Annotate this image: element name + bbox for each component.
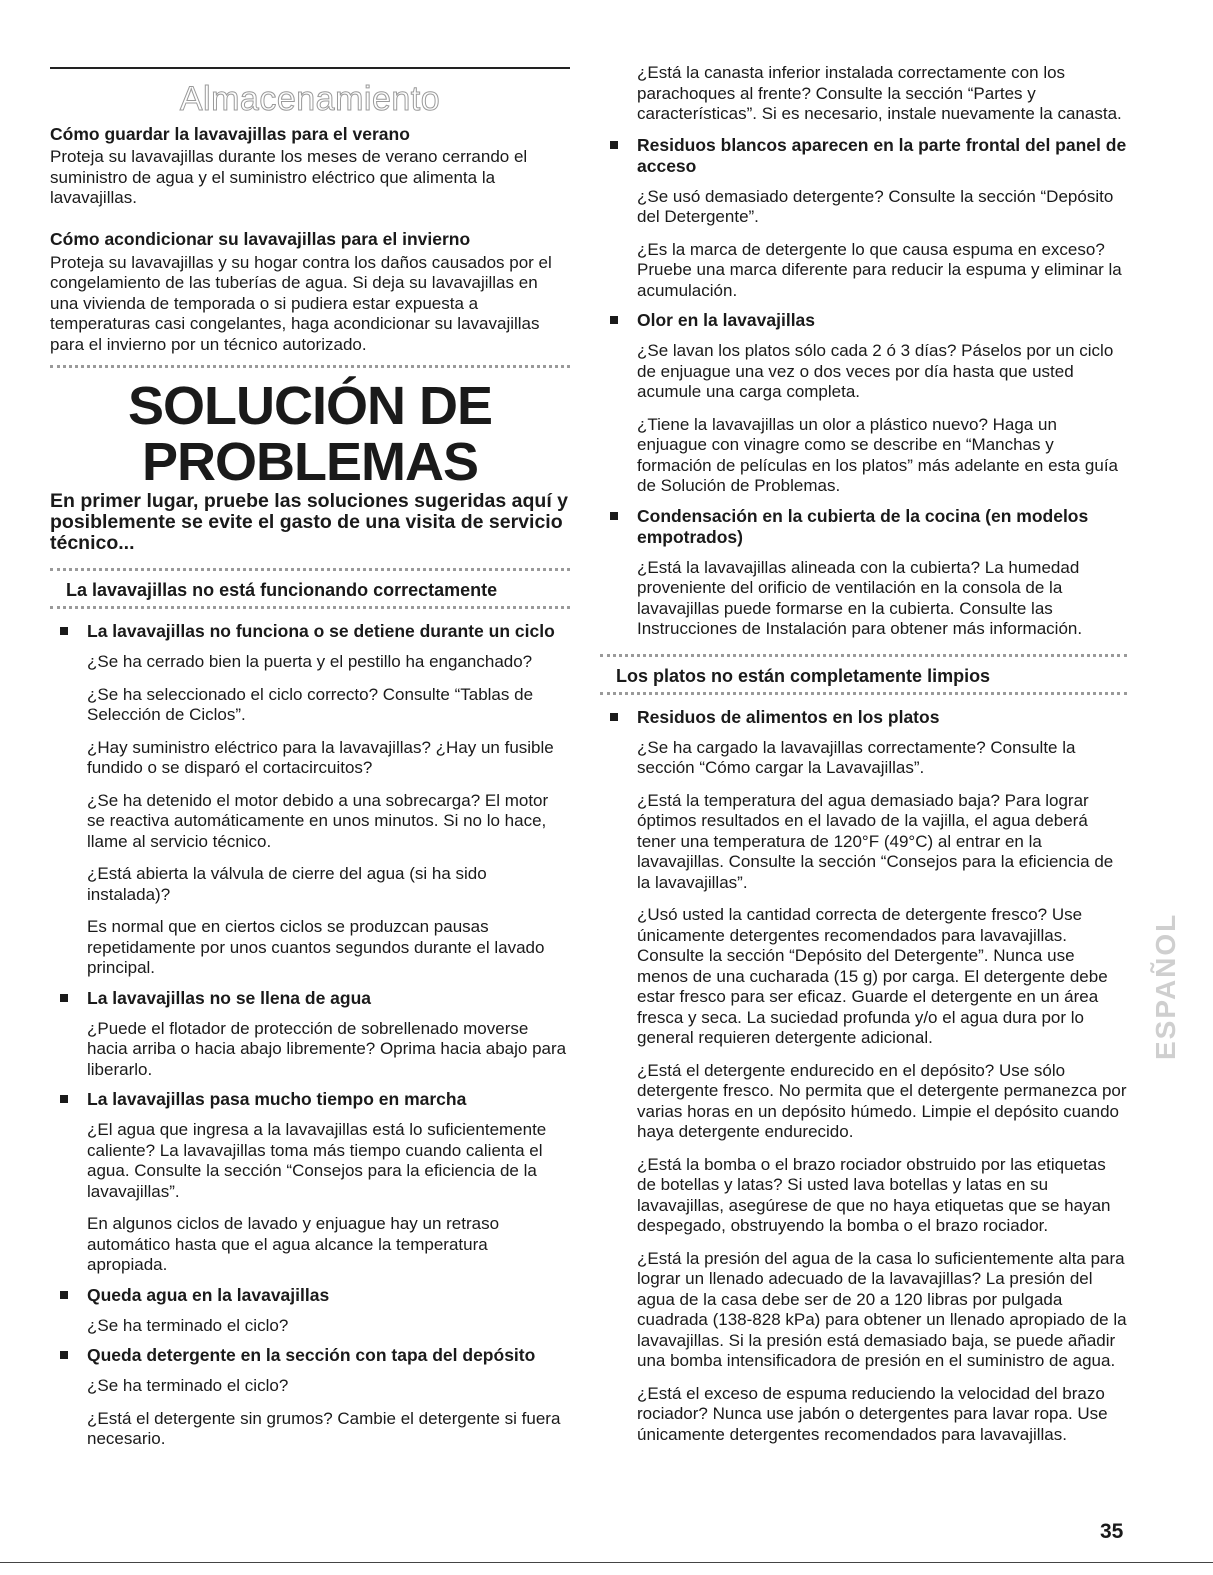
list-item	[50, 988, 570, 1081]
item-answer: ¿Está la canasta inferior instalada correctamente con los parachoques al frente? Consulte la sección “Partes y características”. Si es necesario, instale nuevamente la canasta.	[637, 63, 1122, 123]
section-rule-top	[600, 654, 1127, 657]
item-answer: ¿Se ha terminado el ciclo?	[87, 1376, 289, 1395]
item-answer: ¿Está la presión del agua de la casa lo suficientemente alta para lograr un llenado adecuado de la lavavajillas? La presión del agua de la casa debe ser de 20 a 120 libras por pulgada cuadrada (138-828 kPa) para obtener un llenado apropiado de la lavavajillas. Si la presión está demasiado baja, se puede añadir una bomba intensificadora de presión en el suministro de agua.	[637, 1248, 1127, 1370]
item-answer: ¿Está la bomba o el brazo rociador obstruido por las etiquetas de botellas y latas? Si usted lava botellas y latas en su lavavajillas, asegúrese de que no haya etiquetas que se hayan despegado, obstruyendo la bomba o el brazo rociador.	[637, 1154, 1111, 1235]
storage-title: Almacenamiento	[179, 80, 441, 118]
item-title: Residuos blancos aparecen en la parte frontal del panel de acceso	[637, 134, 1127, 176]
bullet-icon	[60, 1291, 68, 1299]
item-answer: ¿Se lavan los platos sólo cada 2 ó 3 días? Páselos por un ciclo de enjuague una vez o dos veces por día hasta que usted acumule una carga completa.	[637, 341, 1114, 401]
bullet-icon	[610, 141, 618, 149]
section-rule-bottom	[50, 606, 570, 609]
item-answer: ¿Está el detergente endurecido en el depósito? Use sólo detergente fresco. No permita que el detergente permanezca por varias horas en un depósito húmedo. Limpie el depósito cuando haya detergente endurecido.	[637, 1060, 1127, 1141]
item-title: La lavavajillas pasa mucho tiempo en marcha	[87, 1089, 467, 1109]
bullet-icon	[60, 1095, 68, 1103]
page-number: 35	[1100, 1520, 1124, 1543]
section-heading-not-clean: Los platos no están completamente limpios	[616, 665, 991, 686]
item-title: Residuos de alimentos en los platos	[637, 706, 940, 727]
top-rule	[50, 67, 570, 69]
language-watermark: ESPAÑOL	[1150, 912, 1181, 1060]
item-answer: ¿El agua que ingresa a la lavavajillas está lo suficientemente caliente? La lavavajillas toma más tiempo cuando calienta el agua. Consulte la sección “Consejos para la eficiencia de la lavavajillas”.	[87, 1120, 547, 1201]
item-title: Queda agua en la lavavajillas	[87, 1284, 330, 1305]
left-column-lower	[50, 491, 570, 1450]
item-answer: ¿Está la temperatura del agua demasiado baja? Para lograr óptimos resultados en el lavado de la vajilla, el agua deberá tener una temperatura de 120°F (49°C) al entrar en la lavavajillas. Consulte la sección “Consejos para la eficiencia de la lavavajillas”.	[637, 790, 1114, 892]
bullet-icon	[610, 512, 618, 520]
item-answer: ¿Está el exceso de espuma reduciendo la velocidad del brazo rociador? Nunca use jabón o detergentes para lavar ropa. Use únicamente detergentes recomendados para lavavajillas.	[637, 1383, 1108, 1444]
title-line-1: SOLUCIÓN DE	[127, 376, 493, 436]
winter-heading: Cómo acondicionar su lavavajillas para el invierno	[50, 228, 471, 249]
item-answer: ¿Está el detergente sin grumos? Cambie el detergente si fuera necesario.	[87, 1408, 561, 1448]
summer-text: Proteja su lavavajillas durante los meses de verano cerrando el suministro de agua y el suministro eléctrico que alimenta la lavavajillas.	[50, 147, 528, 207]
bullet-icon	[610, 713, 618, 721]
list-item	[50, 1285, 570, 1337]
item-answer: ¿Está abierta la válvula de cierre del agua (si ha sido instalada)?	[87, 864, 487, 904]
item-answer: ¿Usó usted la cantidad correcta de detergente fresco? Use únicamente detergentes recomendados para lavavajillas. Consulte la sección “Depósito del Detergente”. Nunca use menos de una cucharada (15 g) por carga. El detergente debe estar fresco para ser eficaz. Guarde el detergente en un área fresca y seca. La suciedad profunda y/o el agua dura por lo general requieren detergente adicional.	[637, 905, 1108, 1047]
item-answer: ¿Se ha detenido el motor debido a una sobrecarga? El motor se reactiva automáticamente en unos minutos. Si no lo hace, llame al servicio técnico.	[87, 790, 549, 851]
item-answer: ¿Se ha cargado la lavavajillas correctamente? Consulte la sección “Cómo cargar la Lavavajillas”.	[637, 737, 1076, 777]
intro-text: En primer lugar, pruebe las soluciones sugeridas aquí y posiblemente se evite el gasto de una visita de servicio técnico...	[50, 490, 568, 554]
item-title: Condensación en la cubierta de la cocina (en modelos empotrados)	[637, 505, 1089, 547]
divider	[50, 365, 570, 368]
item-answer: ¿Es la marca de detergente lo que causa espuma en exceso? Pruebe una marca diferente para reducir la espuma y eliminar la acumulación.	[637, 239, 1122, 300]
item-answer: ¿Tiene la lavavajillas un olor a plástico nuevo? Haga un enjuague con vinagre como se describe en “Manchas y formación de películas en los platos” más adelante en esta guía de Solución de Problemas.	[637, 414, 1119, 495]
winter-text: Proteja su lavavajillas y su hogar contra los daños causados por el congelamiento de las tuberías de agua. Si deja su lavavajillas en una vivienda de temporada o si pudiera estar expuesta a temperaturas casi congelantes, haga acondicionar su lavavajillas para el invierno por un técnico autorizado.	[50, 252, 552, 354]
item-answer: Es normal que en ciertos ciclos se produzcan pausas repetidamente por unos cuantos segundos durante el lavado principal.	[87, 917, 545, 977]
bottom-rule	[0, 1562, 1213, 1563]
list-item	[50, 1345, 570, 1450]
item-answer: ¿Se ha seleccionado el ciclo correcto? Consulte “Tablas de Selección de Ciclos”.	[87, 684, 534, 724]
item-title: La lavavajillas no funciona o se detiene durante un ciclo	[87, 621, 555, 641]
list-item	[600, 310, 1127, 497]
item-answer: ¿Puede el flotador de protección de sobrellenado moverse hacia arriba o hacia abajo libremente? Oprima hacia abajo para liberarlo.	[87, 1018, 567, 1079]
bullet-icon	[60, 627, 68, 635]
bullet-icon	[60, 994, 68, 1002]
item-title: La lavavajillas no se llena de agua	[87, 987, 372, 1008]
list-item	[600, 707, 1127, 1446]
item-answer: En algunos ciclos de lavado y enjuague hay un retraso automático hasta que el agua alcance la temperatura apropiada.	[87, 1214, 500, 1274]
right-column	[600, 63, 1127, 1445]
troubleshooting-title	[50, 378, 570, 490]
bullet-icon	[60, 1351, 68, 1359]
list-item	[50, 621, 570, 979]
section-rule-bottom	[600, 692, 1127, 695]
list-item	[50, 1089, 570, 1276]
list-item	[600, 506, 1127, 640]
section-heading-not-working: La lavavajillas no está funcionando correctamente	[66, 580, 498, 600]
item-answer: ¿Se ha terminado el ciclo?	[87, 1315, 289, 1335]
item-answer: ¿Hay suministro eléctrico para la lavavajillas? ¿Hay un fusible fundido o se disparó el cortacircuitos?	[87, 737, 554, 777]
list-item	[600, 135, 1127, 302]
item-title: Queda detergente en la sección con tapa del depósito	[87, 1345, 536, 1365]
item-answer: ¿Está la lavavajillas alineada con la cubierta? La humedad proveniente del orificio de ventilación en la consola de la lavavajillas puede formarse en la cubierta. Consulte las Instrucciones de Instalación para obtener más información.	[637, 557, 1083, 638]
bullet-icon	[610, 316, 618, 324]
item-answer: ¿Se usó demasiado detergente? Consulte la sección “Depósito del Detergente”.	[637, 186, 1114, 226]
item-answer: ¿Se ha cerrado bien la puerta y el pestillo ha enganchado?	[87, 652, 533, 671]
summer-heading: Cómo guardar la lavavajillas para el verano	[50, 124, 410, 144]
title-line-2: PROBLEMAS	[141, 432, 478, 492]
section-rule-top	[50, 568, 570, 571]
item-title: Olor en la lavavajillas	[637, 310, 816, 330]
left-column	[50, 124, 570, 368]
